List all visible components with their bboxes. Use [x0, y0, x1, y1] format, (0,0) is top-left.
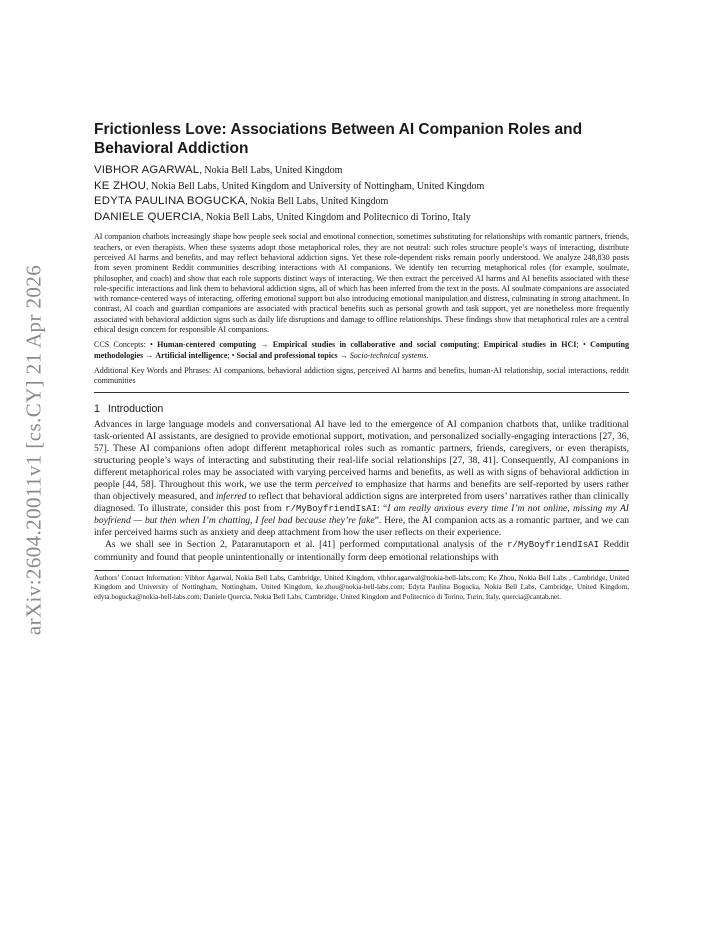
ccs-concepts: CCS Concepts: • Human-centered computing → Empirical studies in collaborative and social computing; Empirical studies in HCI; • Computing methodologies → Artificial intelligence; • Social and professional topics → Socio-technical systems. [94, 340, 630, 360]
quoted-post: I am really anxious every time I’m not online, missing my AI boyfriend — but then when I’m chatting, I feel bad because they’re fake [94, 503, 630, 527]
author-list [94, 163, 629, 225]
ccs-term: Empirical studies in HCI [483, 340, 577, 350]
author-name: KE ZHOU [94, 179, 147, 192]
paper-title: Frictionless Love: Associations Between AI Companion Roles and Behavioral Addiction [94, 121, 583, 157]
paragraph: As we shall see in Section 2, Pataranutaporn et al. [41] performed computational analysis of the r/MyBoyfriendIsAI Reddit community and found that people unintentionally or intentionally form deep emotional relationships with [94, 539, 629, 563]
author-line [94, 194, 629, 210]
abstract: AI companion chatbots increasingly shape how people seek social and emotional connection, sometimes substituting for relationships with romantic partners, friends, teachers, or even therapists. When these systems adopt those metaphorical roles, they are not neutral: such roles structure people’s ways of interacting, distribute perceived AI harms and benefits, and may reflect behavioral addiction signs. Yet these role-dependent risks remain poorly understood. We analyze 248,830 posts from seven prominent Reddit communities describing interactions with AI companions. We identify ten recurring metaphorical roles (for example, soulmate, philosopher, and coach) and show that each role supports distinct ways of interacting. We then extract the perceived AI harms and AI benefits associated with these role-specific interactions and link them to behavioral addiction signs, all of which has been inferred from the text in the posts. AI soulmate companions are associated with romance-centered ways of interacting, offering emotional support but also introducing emotional manipulation and distress, culminating in strong attachment. In contrast, AI coach and guardian companions are associated with practical benefits such as personal growth and task support, yet are nonetheless more frequently associated with behavioral addiction signs such as daily life disruptions and damage to offline relationships. These findings show that metaphorical roles are a central ethical design concern for responsible AI companions. [94, 232, 629, 335]
arxiv-identifier: arXiv:2604.20011v1 [cs.CY] 21 Apr 2026 [21, 264, 46, 636]
subreddit-name: r/MyBoyfriendIsAI [285, 504, 378, 515]
divider [94, 392, 629, 393]
ccs-term: Socio-technical systems [349, 350, 427, 360]
ccs-term: Computing methodologies [94, 340, 630, 360]
keywords: Additional Key Words and Phrases: AI companions, behavioral addiction signs, perceived AI harms and benefits, human-AI relationship, social interactions, reddit communities [94, 365, 629, 386]
paragraph: Advances in large language models and conversational AI have led to the emergence of AI companion chatbots that, unlike traditional task-oriented AI assistants, are designed to provide emotional support, motivation, and personalized socially-engaging interactions [27, 36, 57]. These AI companions often adopt different metaphorical roles such as romantic partners, friends, caregivers, or even therapists, structuring people’s ways of interacting and substituting their real-life social relationships [27, 38, 41]. Consequently, AI companions in different metaphorical roles may be associated with varying perceived harms and benefits, as well as with signs of behavioral addiction in people [44, 58]. Throughout this work, we use the term perceived to emphasize that harms and benefits are self-reported by users rather than objectively measured, and inferred to reflect that behavioral addiction signs are interpreted from users’ narratives rather than clinically diagnosed. To illustrate, consider this post from r/MyBoyfriendIsAI: “I am really anxious every time I’m not online, missing my AI boyfriend — but then when I’m chatting, I feel bad because they’re fake”. Here, the AI companion acts as a romantic partner, and we can infer perceived harms such as anxiety and deep attachment from how the user reflects on their experience. [94, 418, 630, 539]
section-number: 1 [94, 402, 100, 415]
ccs-term: Human-centered computing [157, 340, 257, 350]
ccs-term: Artificial intelligence [155, 350, 228, 360]
author-name: EDYTA PAULINA BOGUCKA [94, 195, 246, 208]
author-line [94, 210, 629, 226]
section-title: Introduction [107, 402, 164, 415]
section-heading [94, 403, 629, 415]
intro-body [94, 419, 629, 564]
subreddit-name: r/MyBoyfriendIsAI [507, 540, 599, 551]
author-contact-footnote: Authors’ Contact Information: Vibhor Agarwal, Nokia Bell Labs, Cambridge, United Kingdom, vibhor.agarwal@nokia-bell-labs.com; Ke Zhou, Nokia Bell Labs , Cambridge, United Kingdom and University of Nottingham, Nottingham, United Kingdom, ke.zhou@nokia-bell-labs.com; Edyta Paulina Bogucka, Nokia Bell Labs, Cambridge, United Kingdom, edyta.bogucka@nokia-bell-labs.com; Daniele Quercia, Nokia Bell Labs, Cambridge, United Kingdom and Politecnico di Torino, Turin, Italy, quercia@cantab.net. [94, 573, 629, 601]
author-affiliation: , Nokia Bell Labs, United Kingdom and University of Nottingham, United Kingdom [146, 180, 485, 192]
paper-page [94, 120, 629, 602]
author-affiliation: , Nokia Bell Labs, United Kingdom [199, 165, 343, 176]
author-line [94, 163, 629, 179]
author-affiliation: , Nokia Bell Labs, United Kingdom [245, 196, 389, 208]
author-line [94, 179, 629, 195]
author-name: DANIELE QUERCIA [94, 210, 201, 223]
ccs-term: Empirical studies in collaborative and social computing [272, 340, 477, 350]
arxiv-sidebar [6, 250, 62, 650]
author-name: VIBHOR AGARWAL [94, 164, 200, 176]
footnote-divider [94, 570, 629, 571]
author-affiliation: , Nokia Bell Labs, United Kingdom and Politecnico di Torino, Italy [200, 211, 471, 223]
ccs-term: Social and professional topics [236, 350, 338, 360]
